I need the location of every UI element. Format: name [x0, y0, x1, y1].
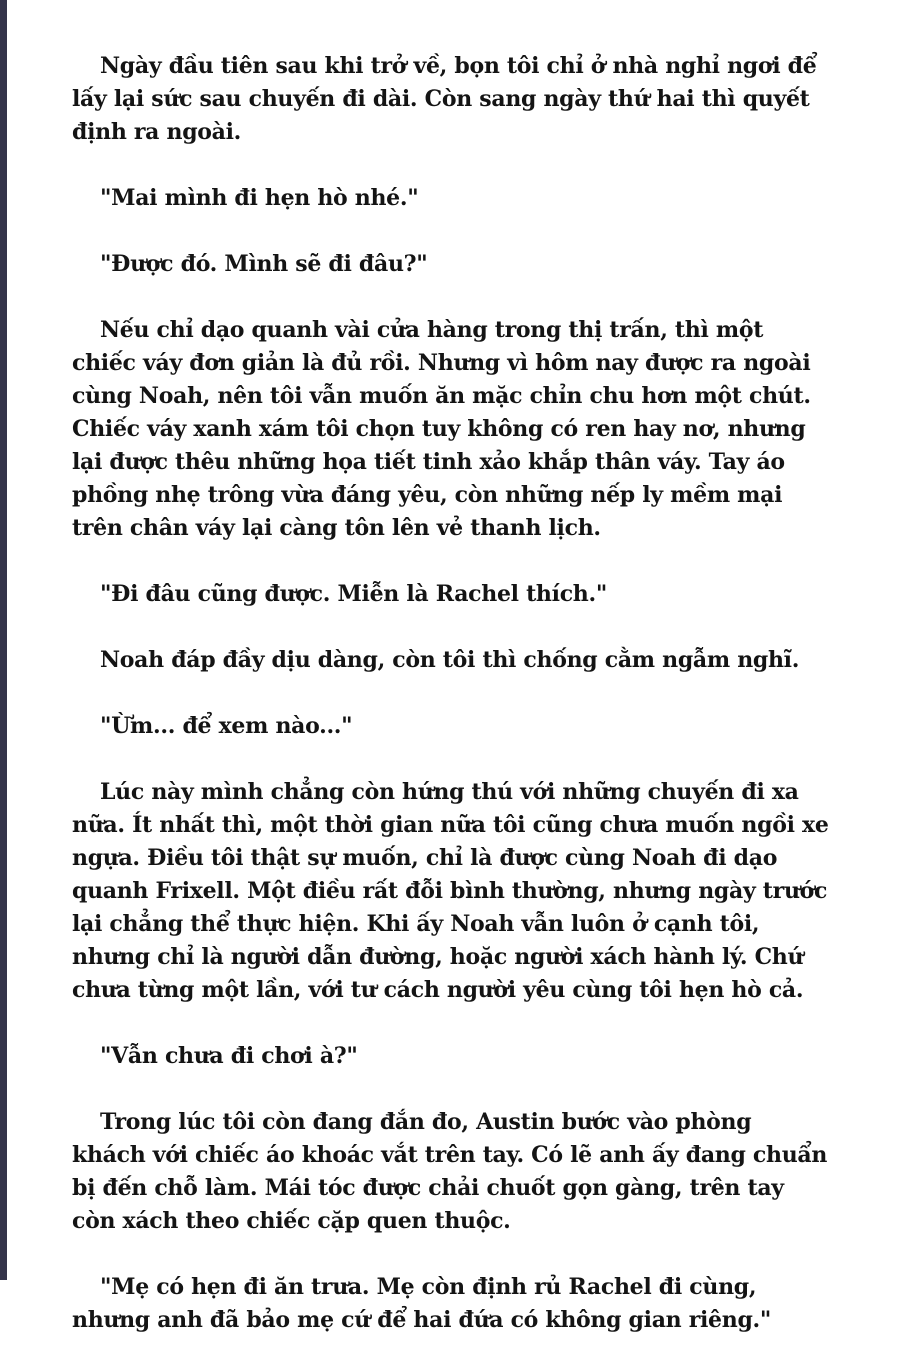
paragraph-dialogue: "Đi đâu cũng được. Miễn là Rachel thích."	[100, 581, 607, 607]
paragraph-dialogue: "Ừm... để xem nào..."	[100, 713, 353, 739]
document-page	[72, 50, 832, 1370]
paragraph-dialogue: "Vẫn chưa đi chơi à?"	[100, 1043, 358, 1069]
paragraph-narration: Trong lúc tôi còn đang đắn đo, Austin bước vào phòng khách với chiếc áo khoác vắt trên tay. Có lẽ anh ấy đang chuẩn bị đến chỗ làm. Mái tóc được chải chuốt gọn gàng, trên tay còn xách theo chiếc cặp quen thuộc.	[72, 1109, 828, 1234]
page-left-border	[0, 0, 7, 1280]
paragraph-narration: Nếu chỉ dạo quanh vài cửa hàng trong thị trấn, thì một chiếc váy đơn giản là đủ rồi. Nhưng vì hôm nay được ra ngoài cùng Noah, nên tôi vẫn muốn ăn mặc chỉn chu hơn một chút. Chiếc váy xanh xám tôi chọn tuy không có ren hay nơ, nhưng lại được thêu những họa tiết tinh xảo khắp thân váy. Tay áo phồng nhẹ trông vừa đáng yêu, còn những nếp ly mềm mại trên chân váy lại càng tôn lên vẻ thanh lịch.	[72, 317, 811, 541]
paragraph-narration: Lúc này mình chẳng còn hứng thú với những chuyến đi xa nữa. Ít nhất thì, một thời gian nữa tôi cũng chưa muốn ngồi xe ngựa. Điều tôi thật sự muốn, chỉ là được cùng Noah đi dạo quanh Frixell. Một điều rất đỗi bình thường, nhưng ngày trước lại chẳng thể thực hiện. Khi ấy Noah vẫn luôn ở cạnh tôi, nhưng chỉ là người dẫn đường, hoặc người xách hành lý. Chứ chưa từng một lần, với tư cách người yêu cùng tôi hẹn hò cả.	[72, 779, 829, 1003]
paragraph-narration: Ngày đầu tiên sau khi trở về, bọn tôi chỉ ở nhà nghỉ ngơi để lấy lại sức sau chuyến đi dài. Còn sang ngày thứ hai thì quyết định ra ngoài.	[72, 53, 817, 145]
paragraph-dialogue: "Được đó. Mình sẽ đi đâu?"	[100, 251, 428, 277]
paragraph-dialogue: "Mai mình đi hẹn hò nhé."	[100, 185, 419, 211]
paragraph-narration: Noah đáp đầy dịu dàng, còn tôi thì chống cằm ngẫm nghĩ.	[100, 647, 800, 673]
paragraph-dialogue: "Mẹ có hẹn đi ăn trưa. Mẹ còn định rủ Rachel đi cùng, nhưng anh đã bảo mẹ cứ để hai đứa có không gian riêng."	[72, 1274, 772, 1333]
